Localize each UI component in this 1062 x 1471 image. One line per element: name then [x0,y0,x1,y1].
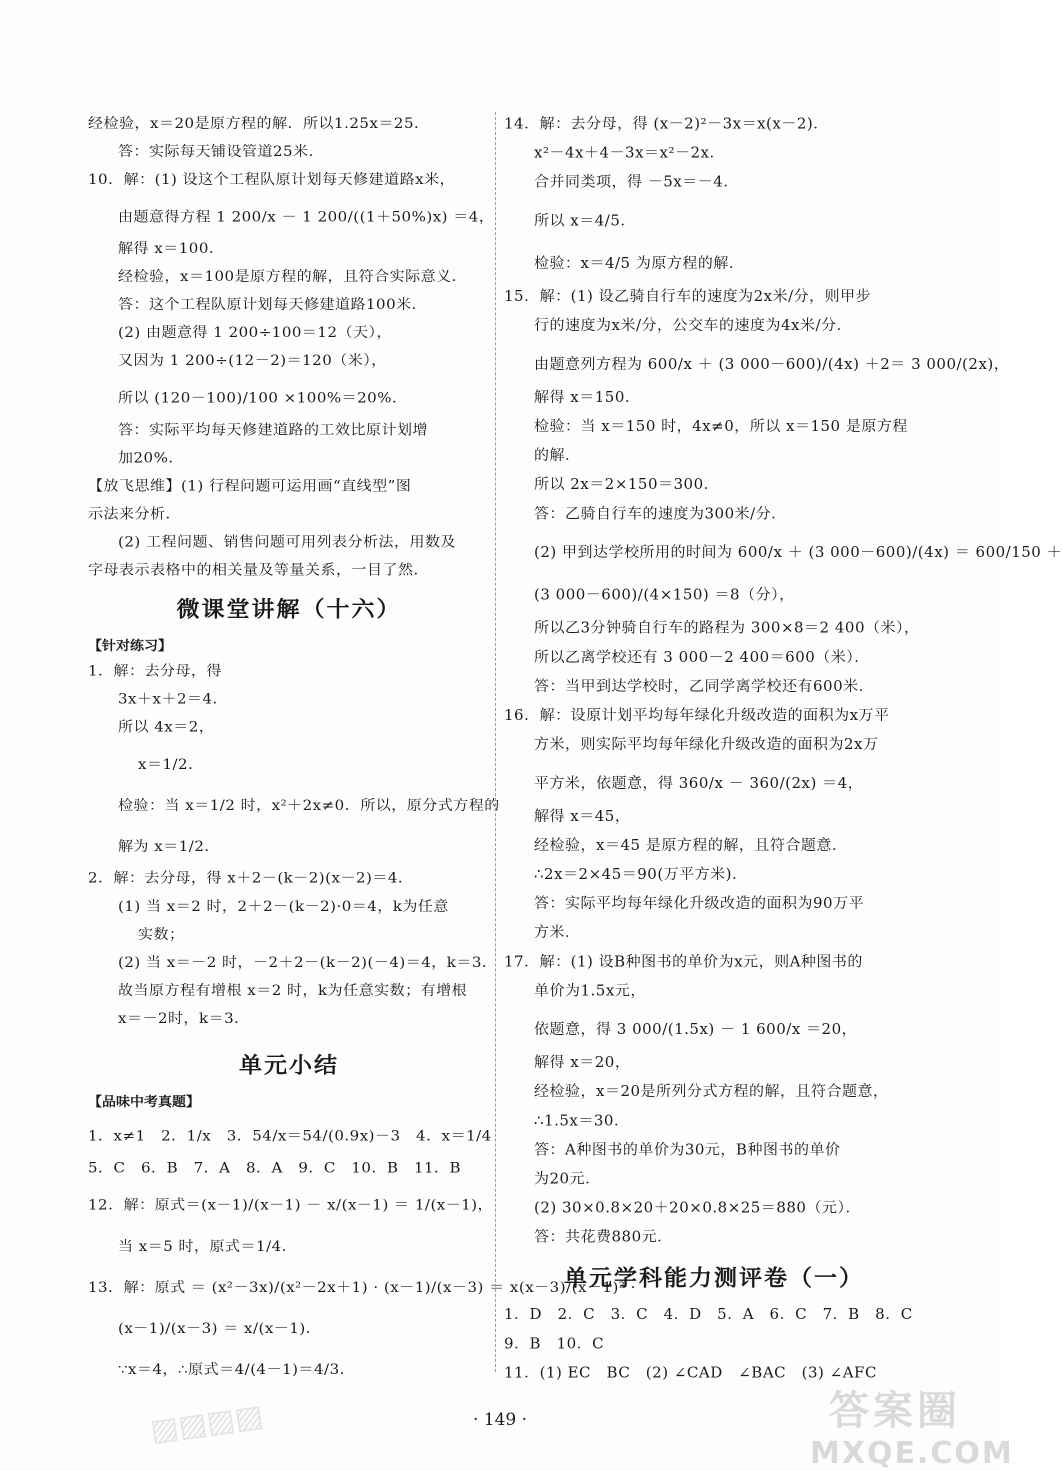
text-line: 11．(1) EC BC (2) ∠CAD ∠BAC (3) ∠AFC [504,1363,877,1382]
text-line: ∵x＝4，∴原式＝4/(4－1)＝4/3． [118,1361,356,1378]
text-line: (2) 由题意得 1 200÷100＝12（天）， [118,324,393,341]
text-line: 实数； [138,925,185,943]
text-line: 答：乙骑自行车的速度为300米/分． [534,504,787,523]
text-line: 行的速度为x米/分，公交车的速度为4x米/分． [534,316,853,335]
text-line: 平方米，依题意，得 360/x － 360/(2x) ＝4， [534,774,864,792]
text-line: 所以 4x＝2， [118,718,215,736]
site-logo-watermark [810,1379,1014,1471]
text-line: (2) 甲到达学校所用的时间为 600/x ＋ (3 000－600)/(4x) ＝ 600/150 ＋ [534,543,1062,561]
text-line: 经检验，x＝100是原方程的解，且符合实际意义． [118,268,468,285]
text-line: 解得 x＝150． [534,388,641,406]
text-line: 答：实际平均每天修建道路的工效比原计划增 [118,421,429,439]
text-line: 检验：当 x＝150 时，4x≠0，所以 x＝150 是原方程 [534,417,908,435]
page-number: · 149 · [472,1410,528,1430]
stamp-watermark: ▨▨▨▨ [148,1398,266,1449]
section-title-summary: 单元小结 [239,1053,339,1078]
text-line: ∴2x＝2×45＝90(万平方米)． [534,865,748,883]
text-line: 16．解：设原计划平均每年绿化升级改造的面积为x万平 [504,706,890,724]
text-line: 所以 (120－100)/100 ×100%＝20%． [118,389,408,407]
text-line: 3x＋x＋2＝4． [118,690,229,708]
text-line: 1．x≠1 2．1/x 3．54/x＝54/(0.9x)－3 4．x＝1/4 [88,1127,492,1145]
text-line: 9．B 10．C [504,1334,605,1353]
text-line: 解为 x＝1/2． [118,837,220,855]
text-line: 答：实际平均每年绿化升级改造的面积为90万平 [534,894,865,912]
text-line: (3 000－600)/(4×150) ＝8（分）， [534,586,795,604]
text-line: 答：当甲到达学校时，乙同学离学校还有600米． [534,677,875,695]
text-line: 方米，则实际平均每年绿化升级改造的面积为2x万 [534,735,879,753]
text-line: 依题意，得 3 000/(1.5x) － 1 600/x ＝20， [534,1020,858,1039]
text-line: 检验：当 x＝1/2 时，x²＋2x≠0．所以，原分式方程的 [118,796,500,814]
text-line: 当 x＝5 时，原式＝1/4． [118,1237,298,1255]
right-column [504,112,1062,1390]
text-line: 故当原方程有增根 x＝2 时，k为任意实数；有增根 [118,981,468,999]
text-line: 2．解：去分母，得 x＋2－(k－2)(x－2)＝4． [88,869,414,887]
text-line: 答：A种图书的单价为30元，B种图书的单价 [534,1140,841,1159]
logo-url: MXQE.COM [810,1436,1014,1471]
text-line: 1．解：去分母，得 [88,662,223,680]
section-title-16: 微课堂讲解（十六） [176,597,402,623]
text-line: 答：这个工程队原计划每天修建道路100米． [118,296,428,313]
text-line: 12．解：原式＝(x－1)/(x－1) － x/(x－1) ＝ 1/(x－1)， [88,1196,494,1214]
text-line: 示法来分析． [88,505,182,523]
text-line: 经检验，x＝20是原方程的解．所以1.25x＝25． [88,114,430,132]
text-line: 的解． [534,446,581,464]
text-line: (1) 当 x＝2 时，2＋2－(k－2)·0＝4，k为任意 [118,897,449,915]
text-line: 1．D 2．C 3．C 4．D 5．A 6．C 7．B 8．C [504,1305,913,1324]
column-divider [495,112,497,1372]
text-line: x＝－2时，k＝3． [118,1009,250,1027]
text-line: ∴1.5x＝30． [534,1111,630,1130]
text-line: (x－1)/(x－3) ＝ x/(x－1)． [118,1319,322,1337]
practice-tag: 【针对练习】 [88,638,172,654]
text-line: 【放飞思维】(1) 行程问题可运用画“直线型”图 [88,477,412,495]
text-line: 10．解：(1) 设这个工程队原计划每天修建道路x米， [88,170,456,188]
text-line: 经检验，x＝20是所列分式方程的解，且符合题意， [534,1082,889,1101]
text-line: 又因为 1 200÷(12－2)＝120（米）， [118,352,387,369]
text-line: 17．解：(1) 设B种图书的单价为x元，则A种图书的 [504,952,863,971]
text-line: 由题意得方程 1 200/x － 1 200/((1＋50%)x) ＝4， [118,208,495,226]
text-line: 所以 2x＝2×150＝300． [534,475,720,494]
text-line: x²－4x＋4－3x＝x²－2x． [534,143,725,162]
text-line: 检验：x＝4/5 为原方程的解． [534,254,745,272]
text-line: 解得 x＝20， [534,1053,631,1071]
text-line: 14．解：去分母，得 (x－2)²－3x＝x(x－2)． [504,114,829,133]
text-line: 经检验，x＝45 是原方程的解，且符合题意． [534,836,848,854]
text-line: 答：共花费880元． [534,1228,673,1246]
text-line: 所以乙离学校还有 3 000－2 400＝600（米）． [534,648,870,666]
text-line: 所以乙3分钟骑自行车的路程为 300×8＝2 400（米）， [534,619,920,637]
text-line: 15．解：(1) 设乙骑自行车的速度为2x米/分，则甲步 [504,287,872,305]
text-line: 由题意列方程为 600/x ＋ (3 000－600)/(4x) ＋2＝ 3 000/(2x)， [534,355,1010,373]
text-line: 单价为1.5x元， [534,981,646,1000]
exam-tag: 【品味中考真题】 [88,1094,200,1110]
text-line: 加20%． [118,449,184,467]
text-line: 合并同类项，得 －5x＝－4． [534,173,739,191]
text-line: (2) 30×0.8×20＋20×0.8×25＝880（元）． [534,1198,861,1217]
text-line: (2) 工程问题、销售问题可用列表分析法，用数及 [118,533,457,551]
text-line: x＝1/2． [138,755,204,773]
text-line: 为20元． [534,1169,601,1188]
text-line: 答：实际每天铺设管道25米． [118,142,325,160]
text-line: 解得 x＝45， [534,807,631,825]
text-line: 13．解：原式 ＝ (x²－3x)/(x²－2x＋1) · (x－1)/(x－3) ＝ x(x－3)/(x－1)² · [88,1278,636,1296]
text-line: (2) 当 x＝－2 时，－2＋2－(k－2)(－4)＝4，k＝3． [118,953,498,971]
section-title-test: 单元学科能力测评卷（一） [564,1265,864,1292]
text-line: 5．C 6．B 7．A 8．A 9．C 10．B 11．B [88,1159,462,1177]
logo-text: 答案圈 [829,1388,961,1434]
text-line: 字母表示表格中的相关量及等量关系，一目了然． [88,561,430,579]
text-line: 方米． [534,923,581,942]
text-line: 解得 x＝100． [118,239,225,257]
text-line: 所以 x＝4/5． [534,211,636,230]
